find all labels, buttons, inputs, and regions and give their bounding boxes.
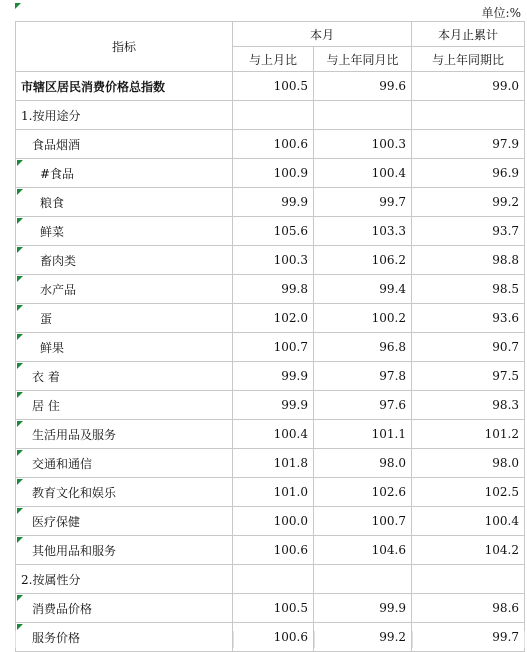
cell-text: 100.6: [273, 137, 308, 151]
cell-text: 98.8: [492, 253, 520, 267]
row-mom-cell[interactable]: [233, 101, 314, 130]
row-ytd-cell[interactable]: [412, 275, 525, 304]
cell-text: 103.3: [371, 224, 407, 238]
row-mom-cell[interactable]: [233, 275, 314, 304]
cell-marker-icon: [17, 508, 23, 514]
cell-marker-icon: [17, 421, 23, 427]
cell-text: 消费品价格: [32, 601, 93, 616]
row-mom-cell[interactable]: [233, 130, 314, 159]
cell-text: 生活用品及服务: [32, 427, 117, 442]
cell-text: 畜肉类: [40, 253, 77, 268]
row-name-cell[interactable]: [16, 188, 233, 217]
table-row: [16, 565, 525, 594]
row-yoy-cell[interactable]: [314, 304, 412, 333]
cell-marker-icon: [17, 247, 23, 253]
cell-text: 97.5: [492, 369, 520, 383]
cell-text: 粮食: [40, 195, 65, 210]
row-yoy-cell[interactable]: [314, 420, 412, 449]
cell-text: 100.0: [273, 514, 308, 528]
row-name-cell[interactable]: [16, 420, 233, 449]
row-ytd-cell[interactable]: [412, 246, 525, 275]
row-name-cell[interactable]: [16, 333, 233, 362]
cell-marker-icon: [17, 537, 23, 543]
row-yoy-cell[interactable]: [314, 72, 412, 101]
row-name-cell[interactable]: [16, 565, 233, 594]
cell-text: 蛋: [40, 311, 53, 326]
row-yoy-cell[interactable]: [314, 101, 412, 130]
row-mom-cell[interactable]: [233, 478, 314, 507]
header-mom[interactable]: 与上月比: [233, 47, 314, 72]
row-name-cell[interactable]: [16, 72, 233, 101]
table-row: [16, 478, 525, 507]
cell-text: 101.2: [484, 427, 520, 441]
cell-text: 102.6: [371, 485, 407, 499]
cell-text: 99.4: [379, 282, 407, 296]
row-mom-cell[interactable]: [233, 72, 314, 101]
cell-text: 水产品: [40, 282, 77, 297]
row-ytd-cell[interactable]: [412, 101, 525, 130]
table-row: [16, 333, 525, 362]
cell-text: 106.2: [371, 253, 407, 267]
cell-text: 100.9: [273, 166, 308, 180]
cell-text: 99.9: [379, 601, 407, 615]
header-ytd[interactable]: 本月止累计: [412, 22, 525, 47]
row-yoy-cell[interactable]: [314, 507, 412, 536]
row-yoy-cell[interactable]: [314, 565, 412, 594]
row-ytd-cell[interactable]: [412, 159, 525, 188]
row-ytd-cell[interactable]: [412, 420, 525, 449]
table-row: [16, 507, 525, 536]
cell-text: 101.0: [273, 485, 308, 499]
cell-marker-icon: [17, 218, 23, 224]
row-name-cell[interactable]: [16, 536, 233, 565]
cell-text: 98.0: [379, 456, 407, 470]
row-name-cell[interactable]: [16, 449, 233, 478]
cell-text: 其他用品和服务: [32, 543, 117, 558]
cell-text: 医疗保健: [32, 514, 81, 529]
row-ytd-cell[interactable]: [412, 565, 525, 594]
cell-marker-icon: [17, 479, 23, 485]
cell-text: 104.2: [484, 543, 520, 557]
cell-text: 100.7: [273, 340, 308, 354]
table-row: [16, 188, 525, 217]
row-name-cell[interactable]: [16, 594, 233, 623]
row-ytd-cell[interactable]: [412, 391, 525, 420]
row-mom-cell[interactable]: [233, 333, 314, 362]
header-this-month[interactable]: 本月: [233, 22, 412, 47]
cell-text: 100.5: [273, 79, 308, 93]
cell-text: 101.8: [273, 456, 308, 470]
cell-text: 99.7: [492, 630, 520, 644]
table-row: [16, 72, 525, 101]
row-yoy-cell[interactable]: [314, 478, 412, 507]
cell-text: 99.2: [379, 630, 407, 644]
row-ytd-cell[interactable]: [412, 449, 525, 478]
cell-text: 100.3: [273, 253, 308, 267]
table-row: [16, 275, 525, 304]
row-mom-cell[interactable]: [233, 565, 314, 594]
row-name-cell[interactable]: [16, 391, 233, 420]
header-indicator[interactable]: 指标: [16, 22, 233, 72]
row-yoy-cell[interactable]: [314, 536, 412, 565]
cell-text: 96.9: [492, 166, 520, 180]
cell-text: 100.3: [371, 137, 407, 151]
row-name-cell[interactable]: [16, 246, 233, 275]
cell-text: #食品: [40, 166, 75, 181]
cell-marker-icon: [17, 334, 23, 340]
row-yoy-cell[interactable]: [314, 333, 412, 362]
cell-marker-icon: [17, 595, 23, 601]
table-row: [16, 449, 525, 478]
cell-text: 100.7: [371, 514, 407, 528]
row-ytd-cell[interactable]: [412, 304, 525, 333]
row-name-cell[interactable]: [16, 362, 233, 391]
cell-text: 交通和通信: [32, 456, 93, 471]
cell-text: 93.6: [492, 311, 520, 325]
row-ytd-cell[interactable]: [412, 188, 525, 217]
row-yoy-cell[interactable]: [314, 188, 412, 217]
cell-text: 100.4: [484, 514, 520, 528]
cell-text: 99.6: [379, 79, 407, 93]
cell-text: 鲜果: [40, 340, 65, 355]
row-ytd-cell[interactable]: [412, 333, 525, 362]
cell-text: 市辖区居民消费价格总指数: [21, 79, 166, 94]
row-name-cell[interactable]: [16, 507, 233, 536]
table-row: [16, 130, 525, 159]
cell-text: 102.0: [273, 311, 308, 325]
cell-text: 102.5: [484, 485, 520, 499]
cell-text: 100.5: [273, 601, 308, 615]
cell-marker-icon: [17, 189, 23, 195]
cell-text: 99.8: [281, 282, 308, 296]
cell-text: 100.4: [273, 427, 308, 441]
row-mom-cell[interactable]: [233, 449, 314, 478]
row-ytd-cell[interactable]: [412, 507, 525, 536]
cell-text: 服务价格: [32, 630, 81, 645]
row-yoy-cell[interactable]: [314, 362, 412, 391]
cell-text: 97.8: [379, 369, 407, 383]
cell-text: 98.3: [492, 398, 520, 412]
cell-text: 99.9: [281, 398, 308, 412]
row-ytd-cell[interactable]: [412, 217, 525, 246]
empty-grid-area: [15, 631, 525, 648]
cell-text: 1.按用途分: [21, 108, 81, 123]
table-row: [16, 304, 525, 333]
row-name-cell[interactable]: [16, 101, 233, 130]
cell-text: 98.0: [492, 456, 520, 470]
cell-text: 99.0: [492, 79, 520, 93]
cell-text: 96.8: [379, 340, 407, 354]
cell-text: 100.6: [273, 543, 308, 557]
cell-marker-icon: [17, 305, 23, 311]
cell-text: 98.5: [492, 282, 520, 296]
table-row: [16, 101, 525, 130]
cell-text: 食品烟酒: [32, 137, 81, 152]
cell-text: 98.6: [492, 601, 520, 615]
table-row: [16, 536, 525, 565]
table-row: [16, 246, 525, 275]
header-ytd-yoy[interactable]: 与上年同期比: [412, 47, 525, 72]
row-ytd-cell[interactable]: [412, 536, 525, 565]
cell-text: 104.6: [371, 543, 407, 557]
header-row-1: [16, 22, 525, 47]
row-mom-cell[interactable]: [233, 188, 314, 217]
row-mom-cell[interactable]: [233, 391, 314, 420]
cpi-table: [15, 21, 525, 652]
header-yoy[interactable]: 与上年同月比: [314, 47, 412, 72]
row-mom-cell[interactable]: [233, 420, 314, 449]
row-ytd-cell[interactable]: [412, 130, 525, 159]
row-yoy-cell[interactable]: [314, 246, 412, 275]
cell-text: 99.2: [492, 195, 520, 209]
cell-text: 93.7: [492, 224, 520, 238]
unit-label: 单位:%: [481, 6, 521, 20]
row-yoy-cell[interactable]: [314, 391, 412, 420]
row-yoy-cell[interactable]: [314, 217, 412, 246]
row-name-cell[interactable]: [16, 159, 233, 188]
row-mom-cell[interactable]: [233, 159, 314, 188]
cell-text: 教育文化和娱乐: [32, 485, 117, 500]
cell-marker-icon: [15, 3, 21, 9]
cell-text: 97.9: [492, 137, 520, 151]
row-yoy-cell[interactable]: [314, 275, 412, 304]
table-row: [16, 594, 525, 623]
row-name-cell[interactable]: [16, 275, 233, 304]
row-ytd-cell[interactable]: [412, 362, 525, 391]
row-ytd-cell[interactable]: [412, 478, 525, 507]
cell-text: 105.6: [273, 224, 308, 238]
cell-text: 鲜菜: [40, 224, 65, 239]
row-ytd-cell[interactable]: [412, 72, 525, 101]
table-row: [16, 159, 525, 188]
row-mom-cell[interactable]: [233, 362, 314, 391]
row-name-cell[interactable]: [16, 478, 233, 507]
row-name-cell[interactable]: [16, 217, 233, 246]
cell-marker-icon: [17, 160, 23, 166]
row-mom-cell[interactable]: [233, 536, 314, 565]
row-name-cell[interactable]: [16, 130, 233, 159]
table-row: [16, 217, 525, 246]
table-body: [16, 72, 525, 652]
cell-text: 99.9: [281, 369, 308, 383]
row-mom-cell[interactable]: [233, 304, 314, 333]
cell-text: 90.7: [492, 340, 520, 354]
row-yoy-cell[interactable]: [314, 449, 412, 478]
cell-text: 居 住: [32, 398, 60, 413]
row-yoy-cell[interactable]: [314, 159, 412, 188]
table-row: [16, 362, 525, 391]
row-mom-cell[interactable]: [233, 594, 314, 623]
row-name-cell[interactable]: [16, 304, 233, 333]
cell-marker-icon: [17, 392, 23, 398]
row-ytd-cell[interactable]: [412, 594, 525, 623]
row-mom-cell[interactable]: [233, 246, 314, 275]
row-mom-cell[interactable]: [233, 507, 314, 536]
cell-text: 99.7: [379, 195, 407, 209]
cell-text: 衣 着: [32, 369, 60, 384]
row-yoy-cell[interactable]: [314, 594, 412, 623]
cell-marker-icon: [17, 276, 23, 282]
cell-text: 100.4: [371, 166, 407, 180]
row-yoy-cell[interactable]: [314, 130, 412, 159]
cell-marker-icon: [17, 363, 23, 369]
cell-text: 101.1: [371, 427, 407, 441]
cell-text: 97.6: [379, 398, 407, 412]
table-row: [16, 391, 525, 420]
row-mom-cell[interactable]: [233, 217, 314, 246]
cell-text: 100.2: [371, 311, 407, 325]
cell-text: 100.6: [273, 630, 308, 644]
table-row: [16, 420, 525, 449]
cell-text: 2.按属性分: [21, 572, 81, 587]
cell-marker-icon: [17, 450, 23, 456]
cell-marker-icon: [17, 624, 23, 630]
cell-text: 99.9: [281, 195, 308, 209]
